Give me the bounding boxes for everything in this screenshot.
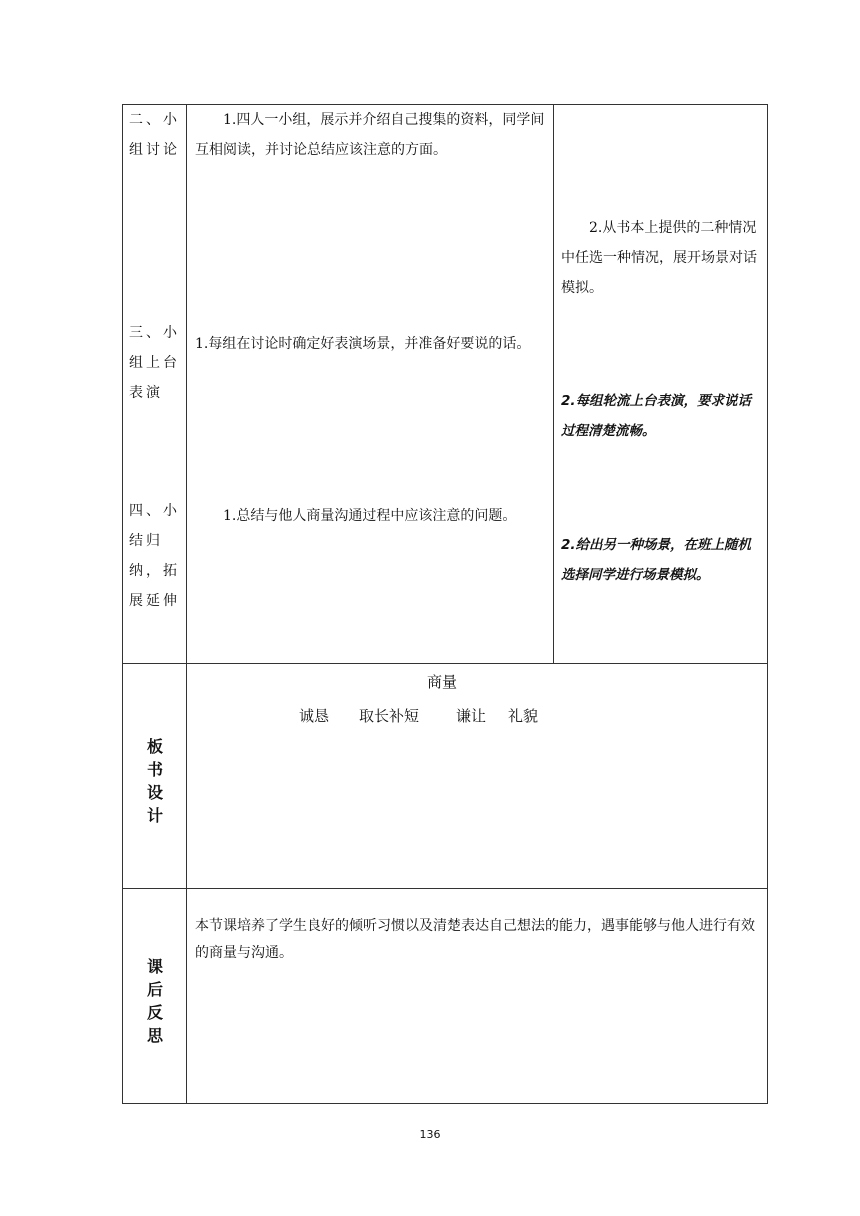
- teacher-activity-performance: 1.每组在讨论时确定好表演场景，并准备好要说的话。: [195, 336, 531, 352]
- reflection-text: 本节课培养了学生良好的倾听习惯以及清楚表达自己想法的能力，遇事能够与他人进行有效的商量与沟通。: [195, 918, 755, 961]
- column-divider: [186, 105, 187, 1103]
- teacher-activity-summary: 1.总结与他人商量沟通过程中应该注意的问题。: [223, 508, 517, 524]
- step-title-summary: 四、小结归纳，拓展延伸: [129, 503, 180, 609]
- lesson-plan-table: [122, 104, 768, 1104]
- student-activity-performance: 2.每组轮流上台表演，要求说话过程清楚流畅。: [561, 393, 752, 439]
- step-title-performance: 三、小组上台表演: [129, 325, 180, 401]
- board-keyword: 礼貌: [508, 707, 539, 725]
- board-design-title: 商量: [427, 673, 458, 691]
- board-keyword: 谦让: [456, 707, 487, 725]
- page-number: 136: [419, 1128, 441, 1141]
- board-keyword: 取长补短: [359, 707, 420, 725]
- student-activity-discussion: 2.从书本上提供的二种情况中任选一种情况，展开场景对话模拟。: [561, 220, 757, 296]
- row-divider: [123, 663, 767, 664]
- board-keyword: 诚恳: [299, 707, 330, 725]
- column-divider: [553, 105, 554, 663]
- step-title-discussion: 二、小组讨论: [129, 112, 180, 158]
- board-design-label: 板书设计: [146, 737, 163, 825]
- reflection-label: 课后反思: [146, 957, 163, 1045]
- row-divider: [123, 888, 767, 889]
- student-activity-extension: 2.给出另一种场景，在班上随机选择同学进行场景模拟。: [561, 537, 752, 583]
- teacher-activity-discussion: 1.四人一小组，展示并介绍自己搜集的资料，同学间互相阅读，并讨论总结应该注意的方面。: [195, 112, 545, 158]
